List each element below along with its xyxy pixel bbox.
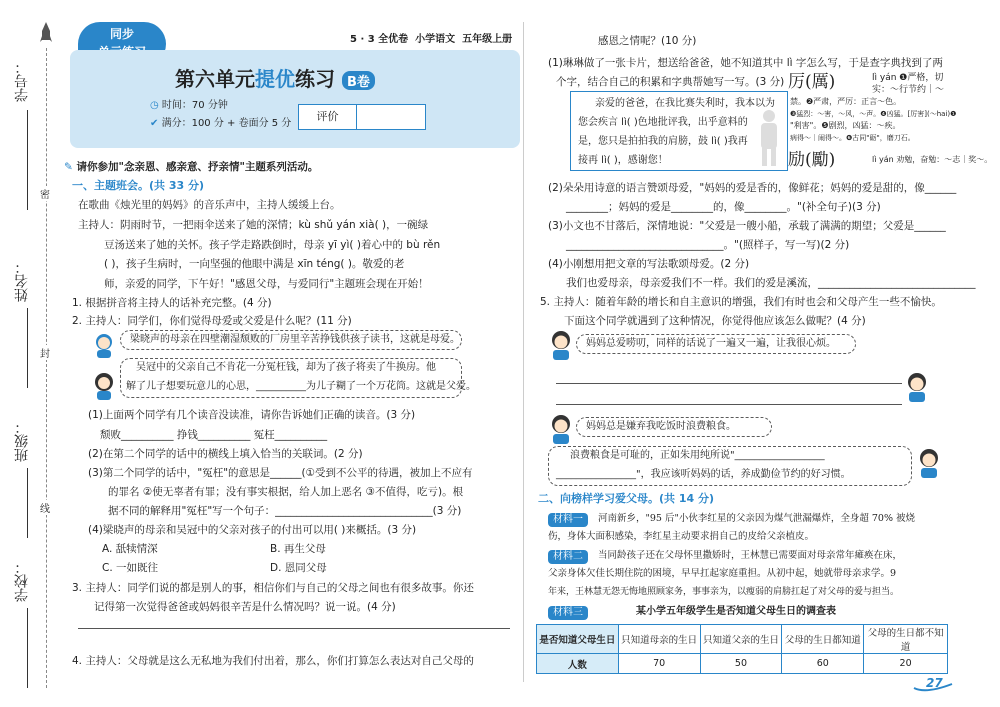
card-line: 是，您只是拍拍我的肩膀，鼓 lì( )我再 <box>578 136 748 147</box>
rocket-icon <box>40 22 52 46</box>
clock-icon: ◷ <box>150 100 159 111</box>
table-row-label: 人数 <box>537 654 619 674</box>
sync-badge: 同步 <box>78 22 166 66</box>
boy4-avatar-icon <box>916 448 942 478</box>
survey-table <box>536 624 948 674</box>
q2-line: (2)在第二个同学的话中的横线上填入恰当的关联词。(2 分) <box>88 448 363 460</box>
intro-text: ✎ 请你参加"念亲恩、感亲意、抒亲情"主题系列活动。 <box>64 161 319 173</box>
material-tag: 材料一 <box>548 513 588 527</box>
material-tag: 材料三 <box>548 606 588 620</box>
q2-line: 颓败__________ 挣钱__________ 冤枉__________ <box>100 429 328 441</box>
q2-line: (4)梁晓声的母亲和吴冠中的父亲对孩子的付出可以用( )来概括。(3 分) <box>88 524 417 536</box>
option-d[interactable]: D. 恩同父母 <box>270 562 327 574</box>
score-info: ✔ 满分：100 分 + 卷面分 5 分 <box>150 118 292 129</box>
dict-line: 病得～｜闹得～。❻古同"砺"，磨刀石。 <box>790 134 915 142</box>
boy3-avatar-icon <box>548 414 574 444</box>
margin-mi: 密 <box>40 186 50 201</box>
q3-line: 3. 主持人：同学们说的都是别人的事，相信你们与自己的父母之间也有很多故事。你还 <box>72 582 474 594</box>
dict-line: lì yán 劝勉，奋勉：～志｜奖～。 <box>872 155 993 164</box>
table-row <box>537 654 948 674</box>
section2-title: 二、向榜样学习爱父母。(共 14 分) <box>538 492 715 505</box>
bubble-text: ________________"，我应该听妈妈的话，养成勤俭节约的好习惯。 <box>556 469 851 480</box>
dict-char: 厉(厲) <box>788 72 836 92</box>
table-header-row <box>537 625 948 654</box>
dict-line: 禁。❷严肃，严厉：正言～色。 <box>790 97 902 106</box>
left-line: 师，亲爱的同学，下午好！"感恩父母，与爱同行"主题班会现在开始！ <box>104 278 429 290</box>
bubble-text: 妈妈总是嫌弃我吃饭时浪费粮食。 <box>586 421 736 432</box>
time-info: ◷ 时间：70 分钟 <box>150 100 228 111</box>
left-line: 豆汤送来了她的关怀。孩子学走路跌倒时，母亲 yī yì( )着心中的 bù rěn <box>104 239 441 251</box>
girl-avatar-icon <box>92 332 116 358</box>
option-b[interactable]: B. 再生父母 <box>270 543 326 555</box>
option-a[interactable]: A. 舐犊情深 <box>102 543 158 555</box>
bubble-text: 解了儿子想要玩意儿的心思，__________为儿子糊了一个万花筒。这就是父爱。 <box>126 381 476 392</box>
right-line: ________；妈妈的爱是________的，像________。"(补全句子)(3 分) <box>566 201 881 213</box>
right-line: 我们也爱母亲，母亲爱我们不一样。我们的爱是溪流，______________________________ <box>566 277 976 289</box>
table-header-cell: 是否知道父母生日 <box>537 625 619 654</box>
dict-line: ❸猛烈：～害，～风，～声。❹凶猛。[厉害](～hai)❶ <box>790 110 957 118</box>
survey-title: 某小学五年级学生是否知道父母生日的调查表 <box>636 606 836 617</box>
girl2-avatar-icon <box>92 372 116 400</box>
pen-icon: ✎ <box>64 161 73 173</box>
name-label: 姓名： <box>12 260 32 390</box>
right-line: (4)小刚想用把文章的写法歌颂母爱。(2 分) <box>548 258 750 270</box>
card-line: 您会疾言 lì( )色地批评我，出乎意料的 <box>578 117 748 128</box>
check-icon: ✔ <box>150 118 159 129</box>
left-line: 1. 根据拼音将主持人的话补充完整。(4 分) <box>72 297 272 309</box>
page-number: 27 <box>912 676 956 694</box>
left-line: ( )，孩子生病时，一向坚强的他眼中满是 xīn téng( )。敬爱的老 <box>104 258 405 270</box>
right-line: (2)朵朵用诗意的语言赞颂母爱，"妈妈的爱是香的，像鲜花；妈妈的爱是甜的，像______ <box>548 182 957 194</box>
card-line: 接再 lì( )，感谢您！ <box>578 155 668 166</box>
table-header-cell: 只知道父亲的生日 <box>700 625 782 654</box>
table-header-cell: 只知道母亲的生日 <box>618 625 700 654</box>
table-cell: 60 <box>782 654 864 674</box>
table-header-cell: 父母的生日都不知道 <box>864 625 948 654</box>
bubble-text: 妈妈总爱唠叨，同样的话说了一遍又一遍，让我很心烦。 <box>586 338 836 349</box>
dict-char: 励(勵) <box>788 150 836 170</box>
review-box: 评价 <box>298 104 426 130</box>
q2-line: (3)第二个同学的话中，"冤枉"的意思是______(①受到不公平的待遇，被加上不应有 <box>88 467 473 479</box>
school-label: 学校： <box>12 560 32 700</box>
level-badge: B卷 <box>342 71 375 90</box>
q4-line: 4. 主持人：父母就是这么无私地为我们付出着，那么，你们打算怎么表达对自己父母的 <box>72 655 474 667</box>
right-line: 感恩之情呢？(10 分) <box>598 35 697 47</box>
binding-margin <box>0 0 60 707</box>
table-header-cell: 父母的生日都知道 <box>782 625 864 654</box>
boy2-avatar-icon <box>904 372 930 402</box>
option-c[interactable]: C. 一如既往 <box>102 562 159 574</box>
running-header: 5 · 3 全优卷 小学语文 五年级上册 <box>350 34 513 45</box>
table-cell: 20 <box>864 654 948 674</box>
table-cell: 70 <box>618 654 700 674</box>
material-tag: 材料二 <box>548 550 588 564</box>
bubble-text: 浪费粮食是可耻的，正如朱用纯所说"__________________ <box>570 450 825 461</box>
boy-avatar-icon <box>548 330 574 360</box>
father-figure-icon <box>752 108 786 168</box>
table-cell: 50 <box>700 654 782 674</box>
material-text: 伤，身体大面积感染，李红星主动要求捐自己的皮给父亲植皮。 <box>548 531 815 542</box>
section1-title: 一、主题班会。(共 33 分) <box>72 179 205 192</box>
class-label: 班级： <box>12 420 32 540</box>
answer-line[interactable] <box>556 383 902 384</box>
left-line: 在歌曲《烛光里的妈妈》的音乐声中，主持人缓缓上台。 <box>78 199 341 211</box>
right-line: ______________________________。"(照样子，写一写)(2 分) <box>566 239 850 251</box>
binding-dashed-line <box>46 48 47 688</box>
bubble-text: 梁晓声的母亲在四壁潮湿颓败的厂房里辛苦挣钱供孩子读书，这就是母爱。 <box>130 334 460 345</box>
answer-line[interactable] <box>556 404 902 405</box>
q3-line: 记得第一次觉得爸爸或妈妈很辛苦是什么情况吗？说一说。(4 分) <box>94 601 396 613</box>
q2-line: 的罪名 ②使无辜者有罪；没有事实根据，给人加上恶名 ③不值得，吃亏)。根 <box>108 486 464 498</box>
left-line: 主持人：阴雨时节，一把雨伞送来了她的深情；kù shǔ yán xià( )，一碗绿 <box>78 219 429 231</box>
dict-line: lì yán ❶严格，切 <box>872 73 944 83</box>
answer-line[interactable] <box>78 628 510 629</box>
right-line: 个字，结合自己的积累和字典帮她写一写。(3 分) <box>556 76 785 88</box>
dict-line: "利害"。❺剧烈，凶猛：～疾。 <box>790 121 901 130</box>
material-text: 当同龄孩子还在父母怀里撒娇时，王林慧已需要面对母亲常年瘫痪在床， <box>598 550 903 561</box>
card-line: 亲爱的爸爸，在我比赛失利时，我本以为 <box>595 98 775 109</box>
material-text: 河南新乡，"95 后"小伙李红星的父亲因为煤气泄漏爆炸，全身超 70% 被烧 <box>598 513 916 524</box>
right-line: (3)小文也不甘落后，深情地说："父爱是一艘小船，承载了满满的期望；父爱是______ <box>548 220 946 232</box>
right-line: 5. 主持人：随着年龄的增长和自主意识的增强，我们有时也会和父母产生一些不愉快。 <box>540 296 942 308</box>
q2-line: 据不同的解释用"冤枉"写一个句子：______________________________(3 分) <box>108 505 462 517</box>
right-line: (1)琳琳做了一张卡片，想送给爸爸，她不知道其中 lì 字怎么写，于是查字典找到了两 <box>548 57 943 69</box>
page-title: 第六单元提优练习 B卷 <box>175 63 415 92</box>
column-divider <box>523 22 524 682</box>
right-line: 下面这个同学就遇到了这种情况，你觉得他应该怎么做呢？(4 分) <box>564 315 866 327</box>
margin-xian: 线 <box>40 500 50 515</box>
q2-line: (1)上面两个同学有几个读音没读准，请你告诉她们正确的读音。(3 分) <box>88 409 416 421</box>
material-text: 父亲身体欠佳长期住院的困境，早早扛起家庭重担。从初中起，她就带母亲求学。9 <box>548 568 897 579</box>
review-field[interactable] <box>357 105 425 129</box>
left-line: 2. 主持人：同学们，你们觉得母爱或父爱是什么呢？(11 分) <box>72 315 352 327</box>
bubble-text: 吴冠中的父亲自己不肯花一分冤枉钱，却为了孩子将卖了牛换房。他 <box>136 362 436 373</box>
student-id-label: 学号： <box>12 60 32 210</box>
material-text: 年来，王林慧无怨无悔地照顾家务，事事亲为，以瘦弱的肩膀扛起了对父母的爱与担当。 <box>548 587 900 597</box>
dict-line: 实：～行节约｜～ <box>872 85 945 95</box>
margin-feng: 封 <box>40 345 50 360</box>
